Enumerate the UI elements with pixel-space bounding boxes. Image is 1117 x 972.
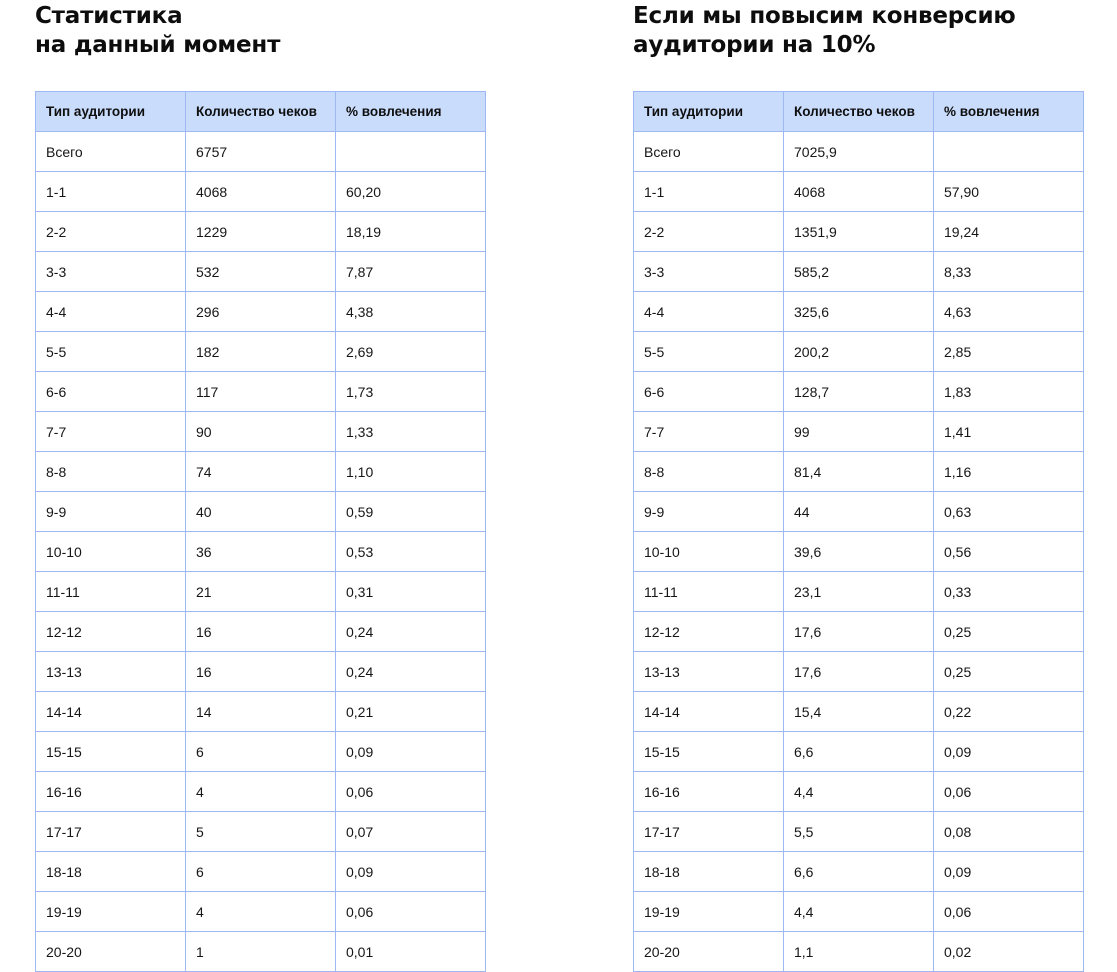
- cell-receipt-count: 296: [186, 292, 336, 332]
- table-row: [36, 732, 486, 772]
- cell-audience-type: 3-3: [634, 252, 784, 292]
- current-stats-title-line2: на данный момент: [35, 32, 281, 58]
- cell-engagement-percent: 1,33: [336, 412, 486, 452]
- cell-receipt-count: 44: [784, 492, 934, 532]
- current-stats-table: [35, 91, 486, 972]
- current-stats-table-body: [36, 132, 486, 972]
- table-row: [36, 252, 486, 292]
- cell-engagement-percent: 1,73: [336, 372, 486, 412]
- cell-receipt-count: 117: [186, 372, 336, 412]
- cell-engagement-percent: 0,06: [934, 772, 1084, 812]
- table-row: [36, 532, 486, 572]
- cell-receipt-count: 36: [186, 532, 336, 572]
- cell-engagement-percent: 1,83: [934, 372, 1084, 412]
- table-row: [634, 732, 1084, 772]
- cell-engagement-percent: 0,09: [336, 732, 486, 772]
- table-row: [36, 612, 486, 652]
- cell-audience-type: 20-20: [634, 932, 784, 972]
- table-row: [36, 372, 486, 412]
- cell-receipt-count: 6757: [186, 132, 336, 172]
- column-header-engagement-percent: % вовлечения: [934, 92, 1084, 132]
- cell-receipt-count: 7025,9: [784, 132, 934, 172]
- table-header-row: [36, 92, 486, 132]
- cell-receipt-count: 4,4: [784, 772, 934, 812]
- table-row: [36, 892, 486, 932]
- cell-audience-type: 4-4: [36, 292, 186, 332]
- cell-audience-type: 13-13: [36, 652, 186, 692]
- current-stats-title-line1: Статистика: [35, 3, 183, 29]
- cell-engagement-percent: 1,16: [934, 452, 1084, 492]
- cell-audience-type: 15-15: [634, 732, 784, 772]
- cell-engagement-percent: 0,22: [934, 692, 1084, 732]
- cell-engagement-percent: 19,24: [934, 212, 1084, 252]
- cell-audience-type: 14-14: [634, 692, 784, 732]
- cell-receipt-count: 4068: [186, 172, 336, 212]
- table-row: [634, 852, 1084, 892]
- cell-audience-type: 9-9: [634, 492, 784, 532]
- cell-engagement-percent: 0,31: [336, 572, 486, 612]
- cell-receipt-count: 200,2: [784, 332, 934, 372]
- cell-engagement-percent: 0,24: [336, 612, 486, 652]
- cell-engagement-percent: 57,90: [934, 172, 1084, 212]
- cell-audience-type: 18-18: [634, 852, 784, 892]
- cell-audience-type: 12-12: [36, 612, 186, 652]
- table-row: [634, 812, 1084, 852]
- cell-engagement-percent: 0,33: [934, 572, 1084, 612]
- cell-receipt-count: 17,6: [784, 652, 934, 692]
- cell-engagement-percent: [934, 132, 1084, 172]
- table-row: [36, 332, 486, 372]
- table-row: [634, 932, 1084, 972]
- table-row: [634, 292, 1084, 332]
- cell-receipt-count: 182: [186, 332, 336, 372]
- cell-receipt-count: 23,1: [784, 572, 934, 612]
- table-row: [634, 772, 1084, 812]
- cell-engagement-percent: 0,53: [336, 532, 486, 572]
- cell-engagement-percent: 0,09: [934, 732, 1084, 772]
- cell-engagement-percent: 0,08: [934, 812, 1084, 852]
- table-row: [634, 172, 1084, 212]
- cell-receipt-count: 6,6: [784, 852, 934, 892]
- table-row: [36, 492, 486, 532]
- table-row: [36, 292, 486, 332]
- cell-engagement-percent: 2,69: [336, 332, 486, 372]
- table-row: [634, 572, 1084, 612]
- table-row: [36, 172, 486, 212]
- cell-audience-type: 16-16: [36, 772, 186, 812]
- cell-engagement-percent: 0,24: [336, 652, 486, 692]
- cell-engagement-percent: 1,10: [336, 452, 486, 492]
- table-row: [634, 652, 1084, 692]
- cell-engagement-percent: [336, 132, 486, 172]
- cell-audience-type: 14-14: [36, 692, 186, 732]
- cell-receipt-count: 21: [186, 572, 336, 612]
- cell-receipt-count: 6: [186, 852, 336, 892]
- table-row: [634, 692, 1084, 732]
- table-header-row: [634, 92, 1084, 132]
- cell-receipt-count: 90: [186, 412, 336, 452]
- cell-audience-type: 6-6: [634, 372, 784, 412]
- cell-engagement-percent: 7,87: [336, 252, 486, 292]
- cell-audience-type: 17-17: [36, 812, 186, 852]
- cell-engagement-percent: 0,06: [336, 892, 486, 932]
- cell-engagement-percent: 0,01: [336, 932, 486, 972]
- table-row: [36, 412, 486, 452]
- cell-receipt-count: 5,5: [784, 812, 934, 852]
- cell-receipt-count: 17,6: [784, 612, 934, 652]
- table-row: [36, 692, 486, 732]
- cell-receipt-count: 1229: [186, 212, 336, 252]
- cell-engagement-percent: 0,56: [934, 532, 1084, 572]
- table-row: [634, 532, 1084, 572]
- cell-audience-type: 13-13: [634, 652, 784, 692]
- cell-engagement-percent: 0,21: [336, 692, 486, 732]
- cell-audience-type: 5-5: [36, 332, 186, 372]
- cell-audience-type: Всего: [36, 132, 186, 172]
- cell-audience-type: 8-8: [36, 452, 186, 492]
- cell-audience-type: 2-2: [634, 212, 784, 252]
- cell-engagement-percent: 0,07: [336, 812, 486, 852]
- table-row: [634, 612, 1084, 652]
- table-row: [634, 212, 1084, 252]
- column-header-receipt-count: Количество чеков: [784, 92, 934, 132]
- table-row: [36, 572, 486, 612]
- cell-engagement-percent: 0,09: [336, 852, 486, 892]
- cell-audience-type: 7-7: [36, 412, 186, 452]
- cell-engagement-percent: 4,38: [336, 292, 486, 332]
- table-row: [36, 652, 486, 692]
- cell-receipt-count: 4: [186, 772, 336, 812]
- cell-audience-type: 3-3: [36, 252, 186, 292]
- table-row: [634, 452, 1084, 492]
- cell-receipt-count: 39,6: [784, 532, 934, 572]
- cell-receipt-count: 81,4: [784, 452, 934, 492]
- cell-audience-type: 8-8: [634, 452, 784, 492]
- cell-audience-type: 17-17: [634, 812, 784, 852]
- column-header-audience-type: Тип аудитории: [634, 92, 784, 132]
- cell-audience-type: 1-1: [634, 172, 784, 212]
- table-row: [634, 132, 1084, 172]
- table-row: [36, 932, 486, 972]
- projection-stats-title-line1: Если мы повысим конверсию: [633, 3, 1016, 29]
- cell-receipt-count: 16: [186, 652, 336, 692]
- cell-engagement-percent: 1,41: [934, 412, 1084, 452]
- cell-engagement-percent: 18,19: [336, 212, 486, 252]
- cell-receipt-count: 4068: [784, 172, 934, 212]
- cell-receipt-count: 1,1: [784, 932, 934, 972]
- cell-receipt-count: 5: [186, 812, 336, 852]
- table-row: [36, 812, 486, 852]
- cell-audience-type: 16-16: [634, 772, 784, 812]
- cell-engagement-percent: 0,25: [934, 652, 1084, 692]
- cell-receipt-count: 128,7: [784, 372, 934, 412]
- current-stats-title: [35, 2, 495, 60]
- cell-receipt-count: 1: [186, 932, 336, 972]
- cell-audience-type: 11-11: [36, 572, 186, 612]
- cell-receipt-count: 6,6: [784, 732, 934, 772]
- cell-engagement-percent: 0,06: [336, 772, 486, 812]
- cell-engagement-percent: 0,25: [934, 612, 1084, 652]
- cell-receipt-count: 1351,9: [784, 212, 934, 252]
- cell-receipt-count: 325,6: [784, 292, 934, 332]
- cell-receipt-count: 16: [186, 612, 336, 652]
- cell-audience-type: 9-9: [36, 492, 186, 532]
- cell-audience-type: 4-4: [634, 292, 784, 332]
- cell-receipt-count: 99: [784, 412, 934, 452]
- cell-receipt-count: 4: [186, 892, 336, 932]
- cell-engagement-percent: 60,20: [336, 172, 486, 212]
- cell-audience-type: 2-2: [36, 212, 186, 252]
- table-row: [634, 412, 1084, 452]
- cell-audience-type: 15-15: [36, 732, 186, 772]
- cell-audience-type: 19-19: [36, 892, 186, 932]
- cell-audience-type: 7-7: [634, 412, 784, 452]
- cell-engagement-percent: 2,85: [934, 332, 1084, 372]
- projection-stats-title-line2: аудитории на 10%: [633, 32, 876, 58]
- cell-engagement-percent: 0,06: [934, 892, 1084, 932]
- table-row: [634, 372, 1084, 412]
- cell-receipt-count: 74: [186, 452, 336, 492]
- column-header-audience-type: Тип аудитории: [36, 92, 186, 132]
- table-row: [36, 852, 486, 892]
- cell-audience-type: 18-18: [36, 852, 186, 892]
- table-row: [634, 252, 1084, 292]
- projection-stats-title: [633, 2, 1093, 60]
- cell-audience-type: 20-20: [36, 932, 186, 972]
- column-header-receipt-count: Количество чеков: [186, 92, 336, 132]
- cell-engagement-percent: 8,33: [934, 252, 1084, 292]
- table-row: [36, 772, 486, 812]
- cell-engagement-percent: 4,63: [934, 292, 1084, 332]
- cell-engagement-percent: 0,09: [934, 852, 1084, 892]
- table-row: [634, 492, 1084, 532]
- table-row: [36, 132, 486, 172]
- cell-receipt-count: 40: [186, 492, 336, 532]
- cell-receipt-count: 15,4: [784, 692, 934, 732]
- cell-engagement-percent: 0,63: [934, 492, 1084, 532]
- cell-audience-type: Всего: [634, 132, 784, 172]
- cell-receipt-count: 532: [186, 252, 336, 292]
- cell-engagement-percent: 0,02: [934, 932, 1084, 972]
- cell-receipt-count: 585,2: [784, 252, 934, 292]
- table-row: [634, 892, 1084, 932]
- projection-stats-table-body: [634, 132, 1084, 972]
- cell-receipt-count: 4,4: [784, 892, 934, 932]
- projection-stats-table: [633, 91, 1084, 972]
- cell-audience-type: 11-11: [634, 572, 784, 612]
- cell-receipt-count: 6: [186, 732, 336, 772]
- table-row: [36, 212, 486, 252]
- cell-audience-type: 1-1: [36, 172, 186, 212]
- table-row: [36, 452, 486, 492]
- cell-audience-type: 19-19: [634, 892, 784, 932]
- cell-receipt-count: 14: [186, 692, 336, 732]
- cell-engagement-percent: 0,59: [336, 492, 486, 532]
- cell-audience-type: 10-10: [36, 532, 186, 572]
- cell-audience-type: 6-6: [36, 372, 186, 412]
- column-header-engagement-percent: % вовлечения: [336, 92, 486, 132]
- cell-audience-type: 12-12: [634, 612, 784, 652]
- cell-audience-type: 5-5: [634, 332, 784, 372]
- table-row: [634, 332, 1084, 372]
- cell-audience-type: 10-10: [634, 532, 784, 572]
